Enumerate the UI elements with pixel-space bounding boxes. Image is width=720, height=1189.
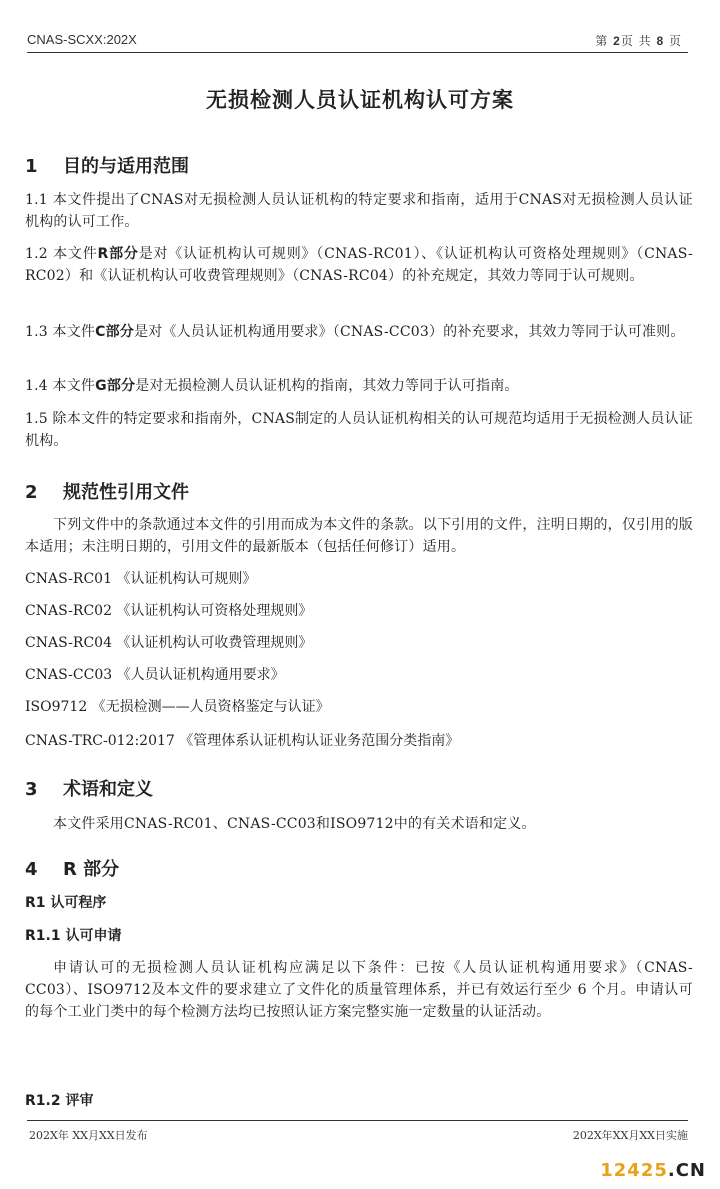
site-watermark: 12425.CN bbox=[600, 1160, 706, 1181]
paragraph-r1-1: 申请认可的无损检测人员认证机构应满足以下条件：已按《人员认证机构通用要求》（CNAS-CC03）、ISO9712及本文件的要求建立了文件化的质量管理体系，并已有效运行至少 6 个月。申请认可的每个工业门类中的每个检测方法均已按照认证方案完整实施一定数量的认证活动。 bbox=[25, 960, 693, 1020]
paragraph-1-3: 1.3 本文件C部分是对《人员认证机构通用要求》（CNAS-CC03）的补充要求，其效力等同于认可准则。 bbox=[25, 324, 685, 340]
paragraph-2-intro: 下列文件中的条款通过本文件的引用而成为本文件的条款。以下引用的文件，注明日期的，仅引用的版本适用；未注明日期的，引用文件的最新版本（包括任何修订）适用。 bbox=[25, 517, 693, 555]
document-title: 无损检测人员认证机构认可方案 bbox=[206, 88, 514, 112]
document-code: CNAS-SCXX:202X bbox=[27, 32, 137, 47]
reference-item: CNAS-RC02 《认证机构认可资格处理规则》 bbox=[25, 603, 313, 619]
page-header bbox=[27, 28, 688, 53]
current-page: 2 bbox=[613, 34, 621, 48]
paragraph-3: 本文件采用CNAS-RC01、CNAS-CC03和ISO9712中的有关术语和定义。 bbox=[53, 816, 536, 832]
reference-item: CNAS-RC01 《认证机构认可规则》 bbox=[25, 571, 257, 587]
paragraph-1-2: 1.2 本文件R部分是对《认证机构认可规则》（CNAS-RC01）、《认证机构认可资格处理规则》（CNAS-RC02）和《认证机构认可收费管理规则》（CNAS-RC04）的补充规定，其效力等同于认可规则。 bbox=[25, 246, 693, 284]
paragraph-1-1: 1.1 本文件提出了CNAS对无损检测人员认证机构的特定要求和指南，适用于CNAS对无损检测人员认证机构的认可工作。 bbox=[25, 192, 693, 230]
reference-item: CNAS-CC03 《人员认证机构通用要求》 bbox=[25, 667, 285, 683]
subheading-r1-2: R1.2 评审 bbox=[25, 1093, 94, 1109]
reference-item: CNAS-TRC-012:2017 《管理体系认证机构认证业务范围分类指南》 bbox=[25, 733, 460, 749]
total-pages: 8 bbox=[656, 34, 665, 48]
section-3-heading: 3 术语和定义 bbox=[25, 779, 153, 800]
reference-item: CNAS-RC04 《认证机构认可收费管理规则》 bbox=[25, 635, 313, 651]
subheading-r1: R1 认可程序 bbox=[25, 895, 107, 911]
subheading-r1-1: R1.1 认可申请 bbox=[25, 928, 122, 944]
paragraph-1-4: 1.4 本文件G部分是对无损检测人员认证机构的指南，其效力等同于认可指南。 bbox=[25, 378, 519, 394]
issue-date: 202X年 XX月XX日发布 bbox=[29, 1129, 148, 1142]
paragraph-1-5: 1.5 除本文件的特定要求和指南外，CNAS制定的人员认证机构相关的认可规范均适用于无损检测人员认证机构。 bbox=[25, 411, 693, 449]
section-2-heading: 2 规范性引用文件 bbox=[25, 482, 189, 503]
effective-date: 202X年XX月XX日实施 bbox=[572, 1129, 688, 1142]
page-footer bbox=[27, 1120, 688, 1143]
reference-item: ISO9712 《无损检测——人员资格鉴定与认证》 bbox=[25, 699, 330, 715]
section-1-heading: 1 目的与适用范围 bbox=[25, 156, 189, 177]
section-4-heading: 4 R 部分 bbox=[25, 859, 120, 880]
page-number: 第 2页 共 8 页 bbox=[595, 34, 682, 48]
